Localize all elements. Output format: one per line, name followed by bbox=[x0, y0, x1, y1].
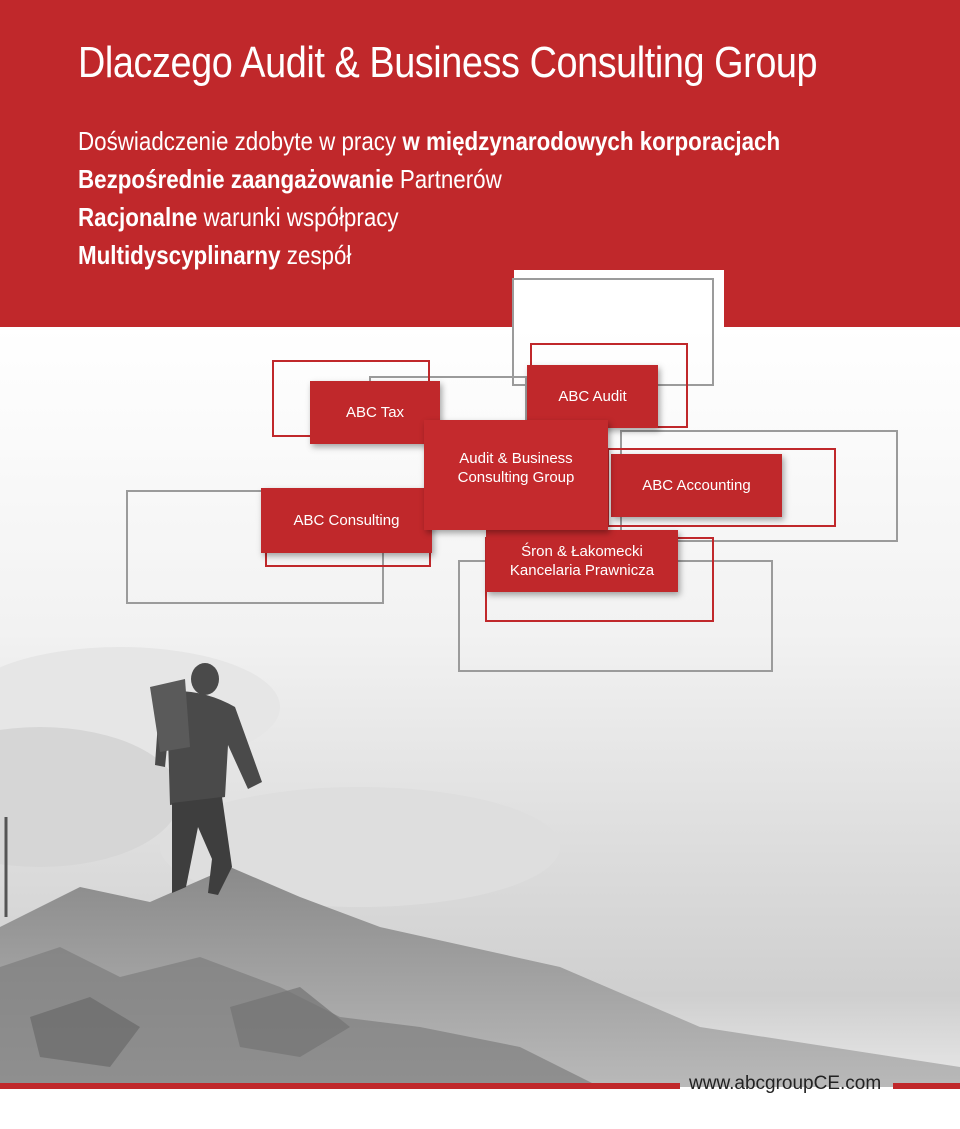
abc-consulting-box: ABC Consulting bbox=[261, 488, 432, 553]
benefit-4: Multidyscyplinarny zespół bbox=[78, 240, 352, 270]
decor-frame bbox=[265, 551, 431, 567]
benefit-3: Racjonalne warunki współpracy bbox=[78, 202, 399, 232]
page-title: Dlaczego Audit & Business Consulting Group bbox=[78, 38, 818, 87]
benefit-2: Bezpośrednie zaangażowanie Partnerów bbox=[78, 164, 502, 194]
abc-accounting-box: ABC Accounting bbox=[611, 454, 782, 517]
abc-audit-box: ABC Audit bbox=[527, 365, 658, 428]
website-url[interactable]: www.abcgroupCE.com bbox=[689, 1073, 882, 1094]
central-group-box: Audit & Business Consulting Group bbox=[424, 420, 608, 530]
footer-rule-left bbox=[0, 1083, 680, 1089]
benefit-1: Doświadczenie zdobyte w pracy w międzynarodowych korporacjach bbox=[78, 126, 781, 156]
sron-lakomecki-box: Śron & Łakomecki Kancelaria Prawnicza bbox=[486, 530, 678, 592]
footer-rule-right bbox=[893, 1083, 960, 1089]
abc-tax-box: ABC Tax bbox=[310, 381, 440, 444]
